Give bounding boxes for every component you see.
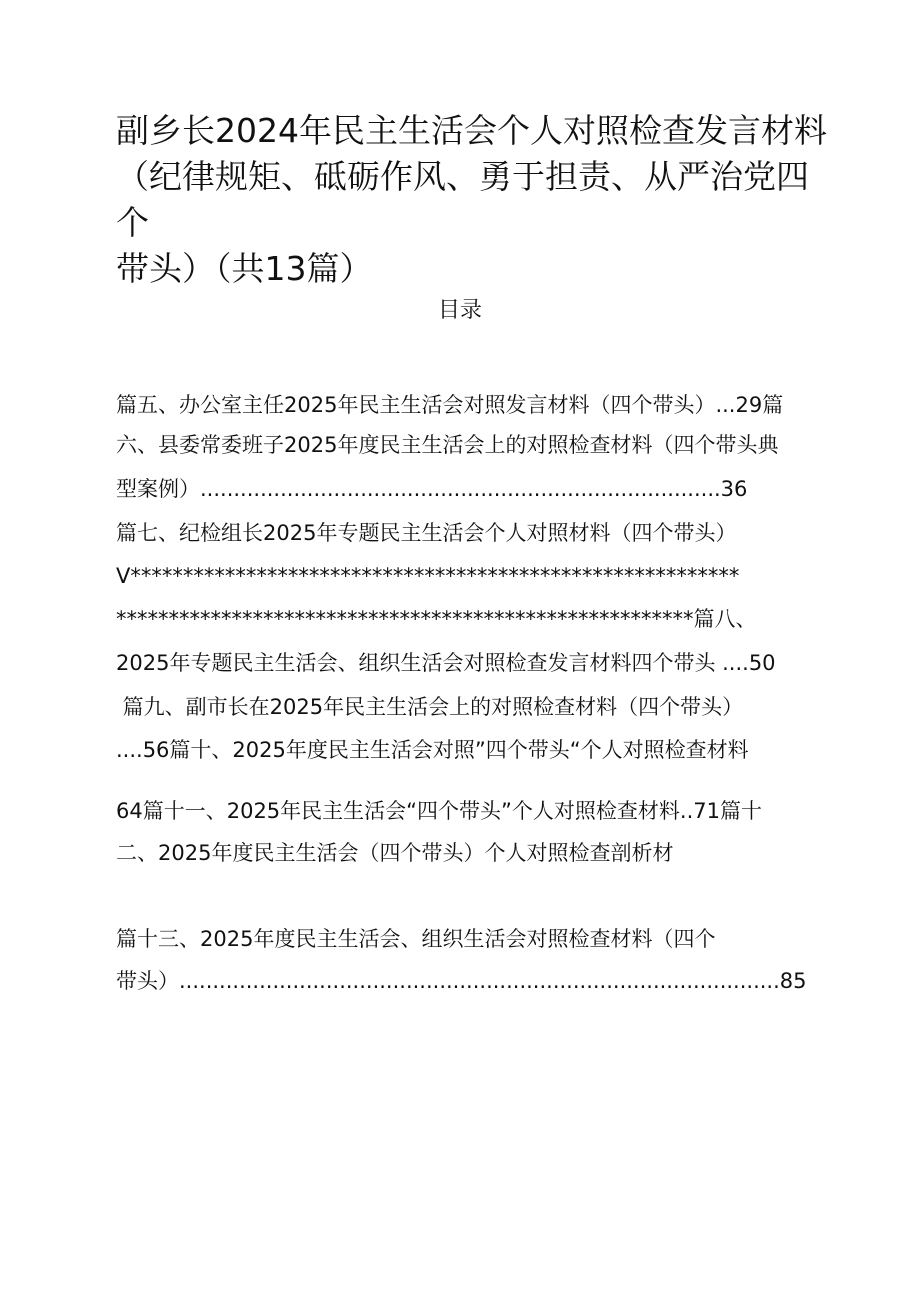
toc-line-4: 篇七、纪检组长2025年专题民主生活会个人对照材料（四个带头） xyxy=(116,521,737,545)
toc-line-12: 篇十三、2025年度民主生活会、组织生活会对照检查材料（四个 xyxy=(116,927,716,951)
toc-line-9: ....56篇十、2025年度民主生活会对照”四个带头“个人对照检查材料 xyxy=(116,738,749,762)
toc-line-5: V********************************************************** xyxy=(116,564,740,588)
toc-line-8: 篇九、副市长在2025年民主生活会上的对照检查材料（四个带头） xyxy=(116,695,744,719)
toc-line-11: 二、2025年度民主生活会（四个带头）个人对照检查剖析材 xyxy=(116,841,674,865)
title-line-2: （纪律规矩、砥砺作风、勇于担责、从严治党四个 xyxy=(116,157,809,242)
toc-heading: 目录 xyxy=(437,298,482,323)
title-line-3: 带头）（共13篇） xyxy=(116,249,373,288)
document-title xyxy=(116,108,836,292)
toc-line-7: 2025年专题民主生活会、组织生活会对照检查发言材料四个带头 ....50 xyxy=(116,651,776,675)
toc-line-6: *******************************************************篇八、 xyxy=(116,607,757,631)
toc-line-3: 型案例）..............................................................................36 xyxy=(116,477,748,501)
toc-line-1: 篇五、办公室主任2025年民主生活会对照发言材料（四个带头）...29篇 xyxy=(116,393,784,417)
toc-line-10: 64篇十一、2025年民主生活会“四个带头”个人对照检查材料..71篇十 xyxy=(116,799,762,823)
toc-line-2: 六、县委常委班子2025年度民主生活会上的对照检查材料（四个带头典 xyxy=(116,433,779,457)
toc-line-13: 带头）..........................................................................................85 xyxy=(116,969,807,993)
title-line-1: 副乡长2024年民主生活会个人对照检查发言材料 xyxy=(116,111,827,150)
